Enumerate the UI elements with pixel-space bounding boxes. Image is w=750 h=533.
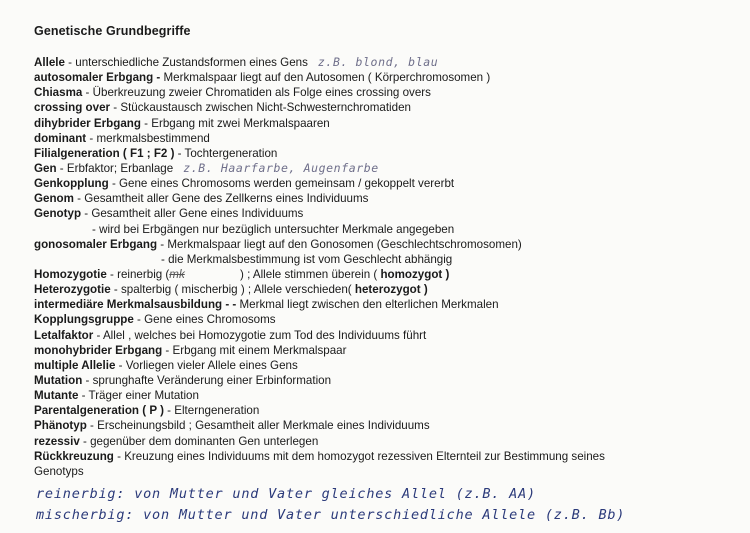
glossary-emphasis: homozygot )	[377, 267, 450, 281]
glossary-definition: - die Merkmalsbestimmung ist vom Geschlecht abhängig	[161, 252, 453, 266]
glossary-definition: - Merkmalspaar liegt auf den Gonosomen (Geschlechtschromosomen)	[157, 237, 522, 251]
glossary-entry	[34, 328, 734, 343]
glossary-definition: - Erbgang mit einem Merkmalspaar	[162, 343, 347, 357]
glossary-entry	[34, 176, 734, 191]
glossary-term: monohybrider Erbgang	[34, 343, 163, 357]
glossary-entry	[34, 222, 734, 237]
glossary-definition: - Stückaustausch zwischen Nicht-Schwesternchromatiden	[110, 101, 411, 115]
glossary-entry	[34, 464, 734, 479]
glossary-term: dihybrider Erbgang	[34, 116, 141, 130]
glossary-list	[34, 55, 734, 479]
handwritten-note-reinerbig: reinerbig: von Mutter und Vater gleiches Allel (z.B. AA)	[36, 486, 536, 502]
glossary-term: Parentalgeneration ( P )	[34, 404, 164, 418]
glossary-term: dominant	[34, 131, 87, 145]
glossary-term: Genom	[34, 192, 74, 206]
glossary-entry	[34, 267, 734, 282]
glossary-term: Heterozygotie	[34, 283, 111, 297]
glossary-entry	[34, 85, 734, 100]
handwritten-annotation: z.B. blond, blau	[317, 55, 439, 69]
glossary-definition: - Tochtergeneration	[174, 146, 278, 160]
glossary-entry	[34, 403, 734, 418]
glossary-definition: - wird bei Erbgängen nur bezüglich untersuchter Merkmale angegeben	[92, 222, 455, 236]
glossary-entry	[34, 252, 734, 267]
glossary-entry	[34, 343, 734, 358]
glossary-definition: - Gesamtheit aller Gene eines Individuums	[81, 207, 304, 221]
glossary-term: Kopplungsgruppe	[34, 313, 134, 327]
glossary-definition: - merkmalsbestimmend	[86, 131, 210, 145]
glossary-definition: - Allel , welches bei Homozygotie zum Tod des Individuums führt	[93, 328, 427, 342]
glossary-term: Phänotyp	[34, 419, 87, 433]
glossary-entry	[34, 373, 734, 388]
crossed-out-text: mk	[169, 267, 185, 281]
glossary-definition: - Gene eines Chromosoms werden gemeinsam / gekoppelt vererbt	[108, 177, 455, 191]
glossary-entry	[34, 131, 734, 146]
glossary-term: rezessiv	[34, 434, 80, 448]
glossary-entry	[34, 358, 734, 373]
glossary-entry	[34, 55, 734, 70]
glossary-term: Homozygotie	[34, 267, 107, 281]
glossary-definition: Merkmalspaar liegt auf den Autosomen ( Körperchromosomen )	[160, 71, 491, 85]
glossary-emphasis: heterozygot )	[351, 283, 428, 297]
glossary-term: gonosomaler Erbgang	[34, 237, 158, 251]
glossary-term: Mutante	[34, 389, 79, 403]
glossary-definition: - Gesamtheit aller Gene des Zellkerns eines Individuums	[73, 192, 369, 206]
glossary-definition: - gegenüber dem dominanten Gen unterlegen	[79, 434, 319, 448]
page-title: Genetische Grundbegriffe	[34, 24, 191, 38]
glossary-entry	[34, 388, 734, 403]
glossary-definition: - sprunghafte Veränderung einer Erbinformation	[82, 373, 332, 387]
glossary-entry	[34, 116, 734, 131]
glossary-definition: - Gene eines Chromosoms	[133, 313, 276, 327]
glossary-entry	[34, 146, 734, 161]
glossary-entry	[34, 449, 734, 464]
glossary-definition: - Elterngeneration	[163, 404, 260, 418]
glossary-term: Allele	[34, 56, 65, 69]
glossary-entry	[34, 191, 734, 206]
glossary-term: autosomaler Erbgang -	[34, 71, 161, 85]
glossary-entry	[34, 312, 734, 327]
glossary-term: Letalfaktor	[34, 328, 94, 342]
handwritten-note-mischerbig: mischerbig: von Mutter und Vater unterschiedliche Allele (z.B. Bb)	[36, 507, 626, 523]
glossary-term: Mutation	[34, 373, 83, 387]
glossary-entry	[34, 100, 734, 115]
glossary-definition: ) ; Allele stimmen überein (	[236, 267, 378, 281]
glossary-definition: - Kreuzung eines Individuums mit dem homozygot rezessiven Elternteil zur Bestimmung seines	[113, 449, 605, 463]
glossary-term: multiple Allelie	[34, 358, 116, 372]
glossary-definition: - Träger einer Mutation	[78, 389, 199, 403]
glossary-term: crossing over	[34, 101, 111, 115]
glossary-term: Rückkreuzung	[34, 449, 114, 463]
glossary-entry	[34, 434, 734, 449]
glossary-definition: - Erbfaktor; Erbanlage	[56, 161, 174, 175]
glossary-term: Genkopplung	[34, 177, 109, 191]
glossary-entry	[34, 297, 734, 312]
glossary-definition: - Vorliegen vieler Allele eines Gens	[115, 358, 298, 372]
glossary-entry	[34, 237, 734, 252]
glossary-definition: Genotyps	[34, 464, 84, 478]
glossary-term: Filialgeneration ( F1 ; F2 )	[34, 146, 175, 160]
glossary-definition: - unterschiedliche Zustandsformen eines Gens	[64, 56, 308, 69]
glossary-definition: - Erscheinungsbild ; Gesamtheit aller Merkmale eines Individuums	[86, 419, 430, 433]
glossary-definition: - Überkreuzung zweier Chromatiden als Folge eines crossing overs	[82, 86, 431, 100]
glossary-term: intermediäre Merkmalsausbildung - -	[34, 298, 237, 312]
glossary-entry	[34, 161, 734, 176]
glossary-term: Chiasma	[34, 86, 83, 100]
glossary-definition: - reinerbig (	[106, 267, 170, 281]
glossary-entry	[34, 70, 734, 85]
glossary-term: Gen	[34, 161, 57, 175]
glossary-entry	[34, 206, 734, 221]
glossary-term: Genotyp	[34, 207, 82, 221]
glossary-entry	[34, 282, 734, 297]
glossary-entry	[34, 418, 734, 433]
glossary-definition: - spalterbig ( mischerbig ) ; Allele verschieden(	[110, 283, 352, 297]
glossary-definition: Merkmal liegt zwischen den elterlichen Merkmalen	[236, 298, 499, 312]
glossary-definition: - Erbgang mit zwei Merkmalspaaren	[140, 116, 330, 130]
handwritten-annotation: z.B. Haarfarbe, Augenfarbe	[183, 160, 379, 175]
